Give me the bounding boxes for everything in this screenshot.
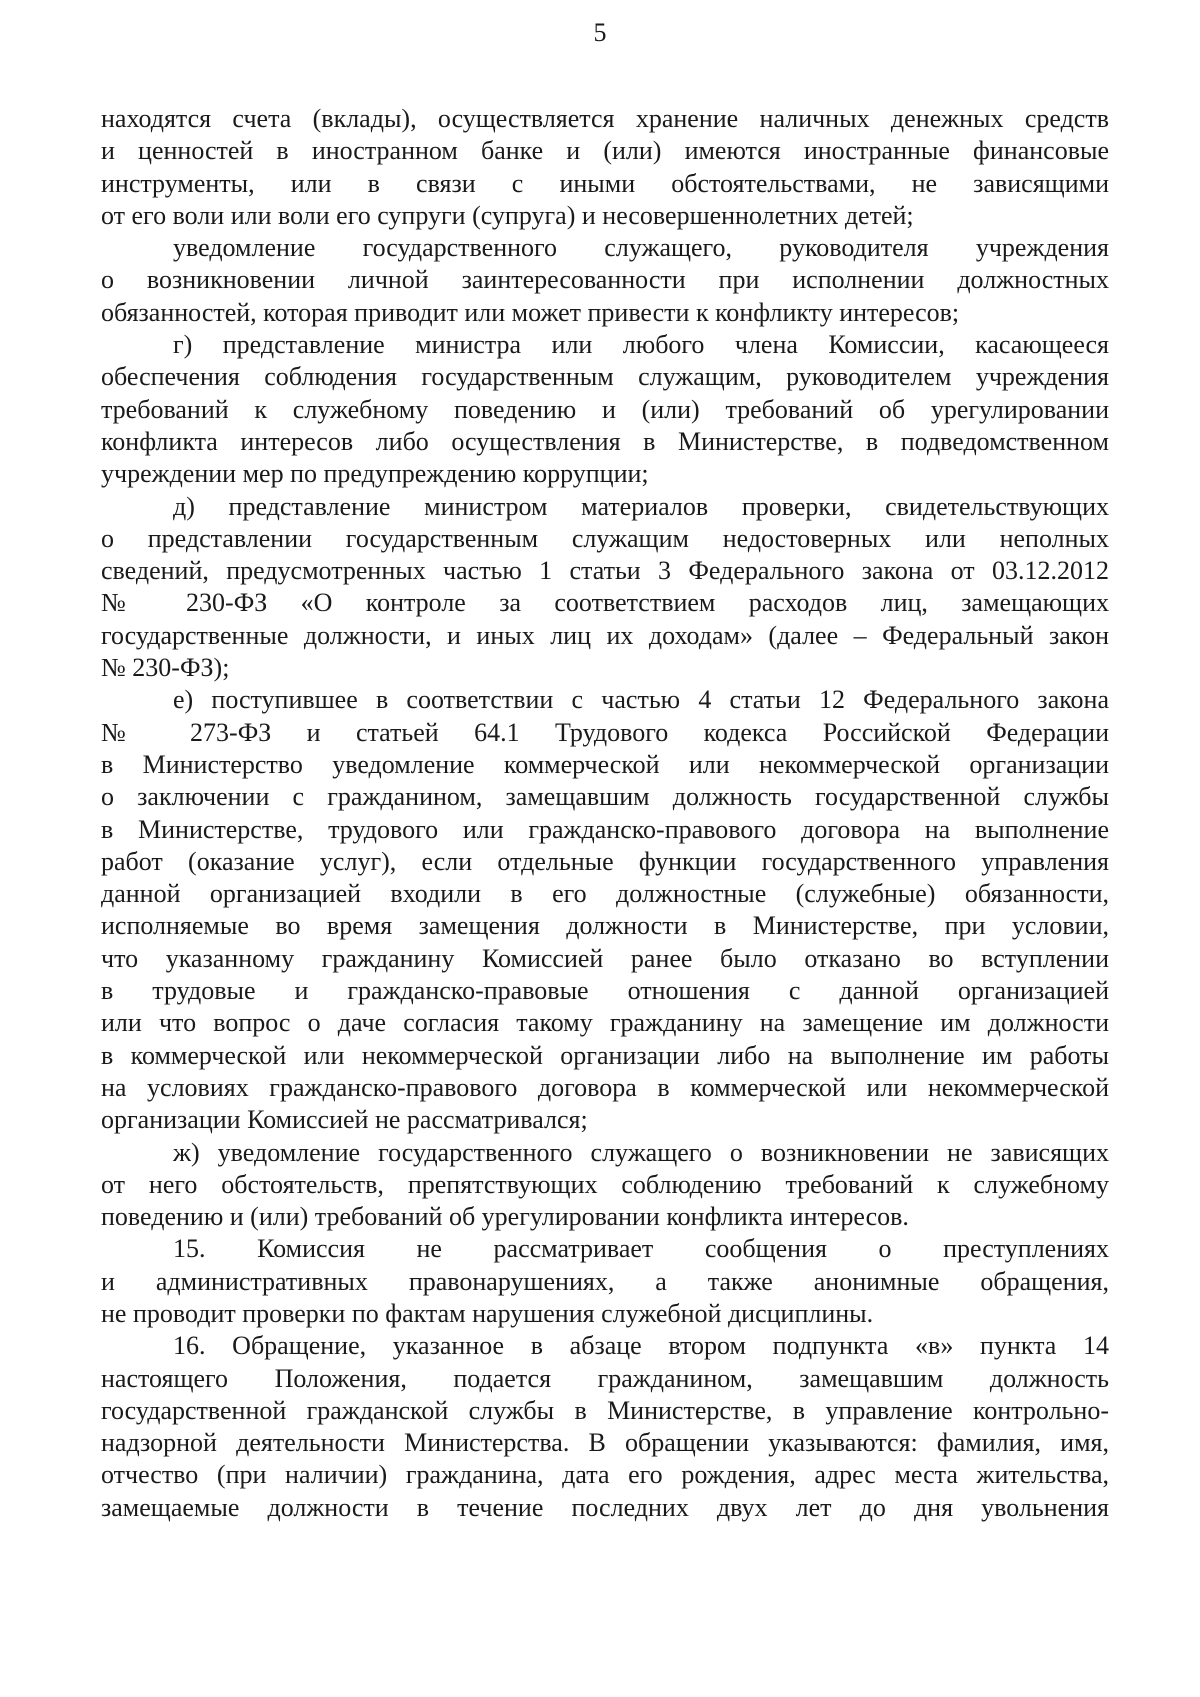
paragraph-item-e bbox=[101, 684, 1109, 1136]
text-line: надзорной деятельности Министерства. В обращении указываются: фамилия, имя, bbox=[101, 1428, 1109, 1458]
text-line: в Министерство уведомление коммерческой или некоммерческой организации bbox=[101, 749, 1109, 779]
text-line: сведений, предусмотренных частью 1 статьи 3 Федерального закона от 03.12.2012 bbox=[101, 556, 1109, 586]
text-line: государственной гражданской службы в Министерстве, в управление контрольно- bbox=[101, 1395, 1109, 1425]
text-line: или что вопрос о даче согласия такому гражданину на замещение им должности bbox=[101, 1008, 1109, 1038]
text-line: о представлении государственным служащим недостоверных или неполных bbox=[101, 523, 1109, 553]
text-line: г) представление министра или любого члена Комиссии, касающееся bbox=[173, 330, 1109, 360]
paragraph-item-d bbox=[101, 491, 1109, 685]
text-line: требований к служебному поведению и (или) требований об урегулировании bbox=[101, 394, 1109, 424]
text-line: отчество (при наличии) гражданина, дата его рождения, адрес места жительства, bbox=[101, 1460, 1109, 1490]
paragraph-item-zh bbox=[101, 1137, 1109, 1234]
text-line: 16. Обращение, указанное в абзаце втором подпункта «в» пункта 14 bbox=[173, 1331, 1109, 1361]
paragraph-continuation bbox=[101, 103, 1109, 232]
text-line: организации Комиссией не рассматривался; bbox=[101, 1105, 588, 1135]
text-line: находятся счета (вклады), осуществляется хранение наличных денежных средств bbox=[101, 104, 1109, 133]
text-line: № 230-ФЗ); bbox=[101, 653, 230, 683]
text-line: работ (оказание услуг), если отдельные функции государственного управления bbox=[101, 846, 1109, 876]
text-line: государственные должности, и иных лиц их доходам» (далее – Федеральный закон bbox=[101, 620, 1109, 650]
text-line: в Министерстве, трудового или гражданско-правового договора на выполнение bbox=[101, 814, 1109, 844]
text-line: и ценностей в иностранном банке и (или) имеются иностранные финансовые bbox=[101, 136, 1109, 166]
text-line: исполняемые во время замещения должности в Министерстве, при условии, bbox=[101, 911, 1109, 941]
text-line: от его воли или воли его супруги (супруга) и несовершеннолетних детей; bbox=[101, 200, 914, 230]
page-number: 5 bbox=[593, 18, 607, 47]
paragraph-notification bbox=[101, 232, 1109, 329]
text-line: д) представление министром материалов проверки, свидетельствующих bbox=[173, 491, 1109, 521]
text-line: конфликта интересов либо осуществления в Министерстве, в подведомственном bbox=[101, 426, 1109, 456]
text-line: 15. Комиссия не рассматривает сообщения о преступлениях bbox=[173, 1234, 1109, 1264]
document-body bbox=[101, 103, 1109, 1524]
text-line: что указанному гражданину Комиссией ранее было отказано во вступлении bbox=[101, 943, 1109, 973]
text-line: замещаемые должности в течение последних двух лет до дня увольнения bbox=[101, 1492, 1109, 1522]
text-line: о заключении с гражданином, замещавшим должность государственной службы bbox=[101, 782, 1109, 812]
text-line: поведению и (или) требований об урегулировании конфликта интересов. bbox=[101, 1202, 909, 1232]
paragraph-clause-15 bbox=[101, 1233, 1109, 1330]
text-line: на условиях гражданско-правового договора в коммерческой или некоммерческой bbox=[101, 1072, 1109, 1102]
text-line: инструменты, или в связи с иными обстоятельствами, не зависящими bbox=[101, 168, 1109, 198]
text-line: и административных правонарушениях, а также анонимные обращения, bbox=[101, 1266, 1109, 1296]
text-line: учреждении мер по предупреждению коррупции; bbox=[101, 459, 649, 489]
text-line: настоящего Положения, подается гражданином, замещавшим должность bbox=[101, 1363, 1109, 1393]
text-line: от него обстоятельств, препятствующих соблюдению требований к служебному bbox=[101, 1169, 1109, 1199]
text-line: уведомление государственного служащего, руководителя учреждения bbox=[173, 233, 1109, 263]
text-line: е) поступившее в соответствии с частью 4 статьи 12 Федерального закона bbox=[173, 685, 1109, 715]
text-line: в коммерческой или некоммерческой организации либо на выполнение им работы bbox=[101, 1040, 1109, 1070]
text-line: ж) уведомление государственного служащего о возникновении не зависящих bbox=[173, 1137, 1109, 1167]
paragraph-item-g bbox=[101, 329, 1109, 490]
text-line: в трудовые и гражданско-правовые отношения с данной организацией bbox=[101, 976, 1109, 1006]
text-line: обеспечения соблюдения государственным служащим, руководителем учреждения bbox=[101, 362, 1109, 392]
text-line: о возникновении личной заинтересованности при исполнении должностных bbox=[101, 265, 1109, 295]
text-line: не проводит проверки по фактам нарушения служебной дисциплины. bbox=[101, 1298, 874, 1328]
text-line: № 273-ФЗ и статьей 64.1 Трудового кодекса Российской Федерации bbox=[101, 717, 1109, 747]
paragraph-clause-16 bbox=[101, 1330, 1109, 1524]
text-line: обязанностей, которая приводит или может привести к конфликту интересов; bbox=[101, 297, 960, 327]
text-line: № 230-ФЗ «О контроле за соответствием расходов лиц, замещающих bbox=[101, 588, 1109, 618]
text-line: данной организацией входили в его должностные (служебные) обязанности, bbox=[101, 879, 1109, 909]
